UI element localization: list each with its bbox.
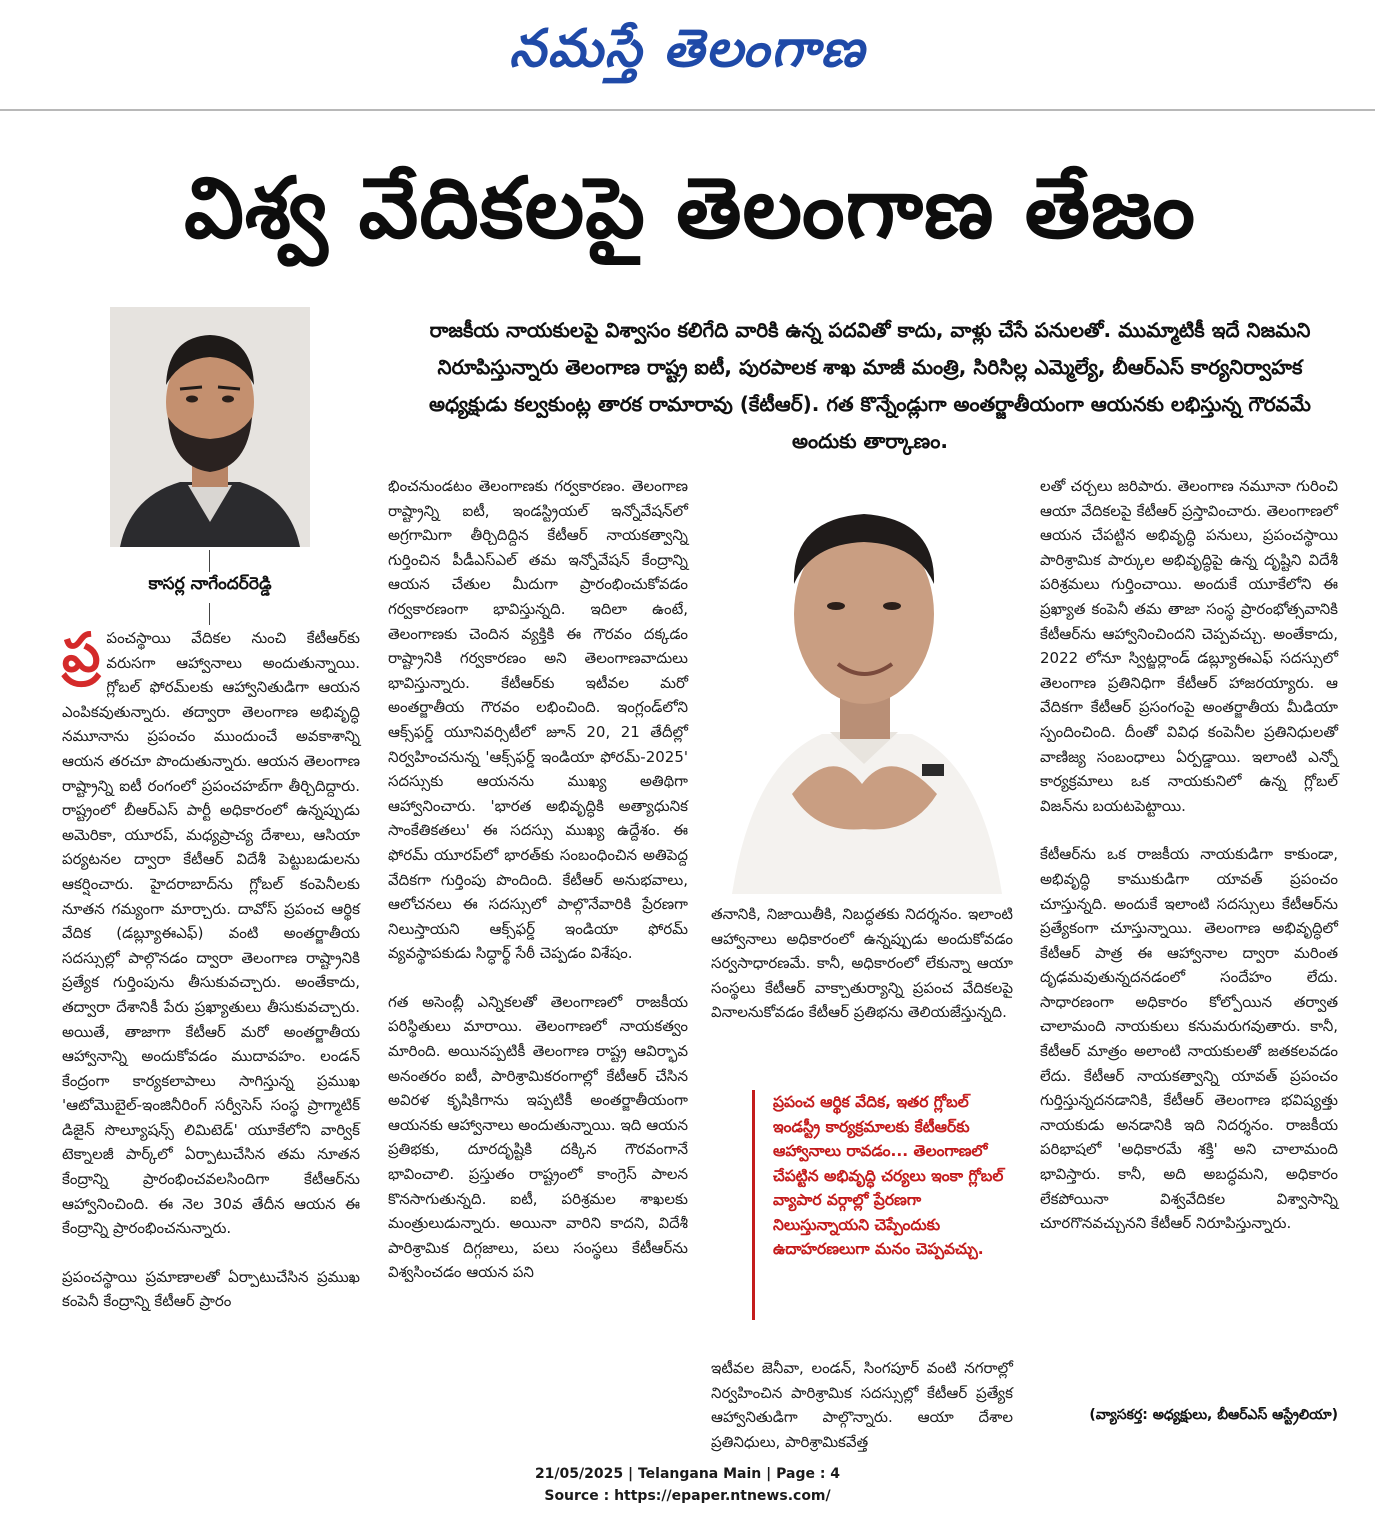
paragraph: ప్రపంచస్థాయి ప్రమాణాలతో ఏర్పాటుచేసిన ప్రముఖ కంపెనీ కేంద్రాన్ని కేటీఆర్ ప్రారం: [62, 1267, 360, 1311]
paragraph: [62, 621, 360, 1241]
article-headline: విశ్వ వేదికలపై తెలంగాణ తేజం: [184, 158, 1196, 257]
author-photo: [110, 307, 310, 547]
paragraph: కేటీఆర్‌ను ఒక రాజకీయ నాయకుడిగా కాకుండా, అభివృద్ధి కాముకుడిగా యావత్ ప్రపంచం చూస్తున్నది. అందుకే ఇలాంటి సదస్సులు కేటీఆర్‌ను ప్రత్యేకంగా చూస్తున్నాయి. తెలంగాణ అభివృద్ధిలో కేటీఆర్ పాత్ర ఈ ఆహ్వానాల ద్వారా మరింత దృఢమవుతున్నదనడంలో సందేహం లేదు. సాధారణంగా అధికారం కోల్పోయిన తర్వాత చాలామంది నాయకులు కనుమరుగవుతారు. కానీ, కేటీఆర్ మాత్రం అలాంటి నాయకులతో జతకలవడం లేదు. కేటీఆర్ నాయకత్వాన్ని యావత్ ప్రపంచం గుర్తిస్తున్నదనడానికి, కేటీఆర్ తెలంగాణ భవిష్యత్తు నాయకుడు అనడానికి ఇది నిదర్శనం. రాజకీయ పరిభాషలో 'అధికారమే శక్తి' అని చాలామంది భావిస్తారు. కానీ, అది అబద్ధమని, అధికారం లేకపోయినా విశ్వవేదికల విశ్వాసాన్ని చూరగొనవచ్చునని కేటీఆర్ నిరూపిస్తున్నారు.: [1040, 845, 1338, 1233]
paragraph-text: పంచస్థాయి వేదికల నుంచి కేటీఆర్‌కు వరుసగా ఆహ్వానాలు అందుతున్నాయి. గ్లోబల్ ఫోరమ్‌లకు ఆహ్వానితుడిగా ఆయన ఎంపికవుతున్నారు. తద్వారా తెలంగాణ అభివృద్ధి నమూనాను ప్రపంచం ముందుంచే అవకాశాన్ని ఆయన తరచూ పొందుతున్నారు. ఆయన తెలంగాణ రాష్ట్రాన్ని ఐటీ రంగంలో ప్రపంచహబ్‌గా తీర్చిదిద్దారు. రాష్ట్రంలో బీఆర్‌ఎస్ పార్టీ అధికారంలో ఉన్నప్పుడు అమెరికా, యూరప్, మధ్యప్రాచ్య దేశాలు, ఆసియా పర్యటనల ద్వారా కేటీఆర్ విదేశీ పెట్టుబడులను ఆకర్షించారు. హైదరాబాద్‌ను గ్లోబల్ కంపెనీలకు నూతన గమ్యంగా మార్చారు. దావోస్ ప్రపంచ ఆర్థిక వేదిక (డబ్ల్యూఈఎఫ్) వంటి అంతర్జాతీయ సదస్సుల్లో పాల్గొనడం ద్వారా తెలంగాణ రాష్ట్రానికి ప్రత్యేక గుర్తింపును తీసుకువచ్చారు. అంతేకాదు, తద్వారా దేశానికీ పేరు ప్రఖ్యాతులు తీసుకువచ్చారు. అయితే, తాజాగా కేటీఆర్ మరో అంతర్జాతీయ ఆహ్వానాన్ని అందుకోవడం ముదావహం. లండన్ కేంద్రంగా కార్యకలాపాలు సాగిస్తున్న ప్రముఖ 'ఆటోమొబైల్-ఇంజినీరింగ్ సర్వీసెస్ సంస్థ ప్రాగ్మాటిక్ డిజైన్ సొల్యూషన్స్ లిమిటెడ్' యూకేలోని వార్విక్ టెక్నాలజీ పార్క్‌లో ఏర్పాటుచేసిన తమ నూతన కేంద్రాన్ని ప్రారంభించవలసిందిగా కేటీఆర్‌ను ఆహ్వానించింది. ఈ నెల 30వ తేదీన ఆయన ఈ కేంద్రాన్ని ప్రారంభించనున్నారు.: [62, 629, 360, 1238]
newspaper-logo: నమస్తే తెలంగాణ: [509, 18, 866, 79]
author-signature: (వ్యాసకర్త: అధ్యక్షులు, బీఆర్‌ఎస్ ఆస్ట్రేలియా): [1089, 1407, 1338, 1423]
paragraph: లతో చర్చలు జరిపారు. తెలంగాణ నమూనా గురించి ఆయా వేదికలపై కేటీఆర్ ప్రస్తావించారు. తెలంగాణలో ఆయన చేపట్టిన అభివృద్ధి పనులు, ప్రపంచస్థాయి పారిశ్రామిక పార్కుల అభివృద్ధిపై ఉన్న దృష్టిని విదేశీ పరిశ్రమలు గుర్తించాయి. అందుకే యూకేలోని ఈ ప్రఖ్యాత కంపెనీ తమ తాజా సంస్థ ప్రారంభోత్సవానికి కేటీఆర్‌ను ఆహ్వానించిందని చెప్పవచ్చు. అంతేకాదు, 2022 లోనూ స్విట్జర్లాండ్ డబ్ల్యూఈఎఫ్ సదస్సులో తెలంగాణ ప్రతినిధిగా కేటీఆర్ హాజరయ్యారు. ఆ వేదికగా కేటీఆర్ ప్రసంగంపై అంతర్జాతీయ మీడియా స్పందించింది. దీంతో వివిధ కంపెనీల ప్రతినిధులతో వాణిజ్య సంబంధాలు ఏర్పడ్డాయి. ఇలాంటి ఎన్నో కార్యక్రమాలు ఒక నాయకునిలో ఉన్న గ్లోబల్ విజన్‌ను బయటపెట్టాయి.: [1040, 477, 1338, 815]
article-column-4: [1040, 474, 1338, 1444]
author-byline: కాసర్ల నాగేందర్‌రెడ్డి: [148, 574, 272, 594]
page-footer: [0, 1463, 1375, 1523]
article-column-2: [388, 474, 688, 1444]
article-column-1: [62, 621, 360, 1446]
article-intro: రాజకీయ నాయకులపై విశ్వాసం కలిగేది వారికి ఉన్న పదవితో కాదు, వాళ్లు చేసే పనులతో. ముమ్మాటికీ ఇదే నిజమని నిరూపిస్తున్నారు తెలంగాణ రాష్ట్ర ఐటీ, పురపాలక శాఖ మాజీ మంత్రి, సిరిసిల్ల ఎమ్మెల్యే, బీఆర్‌ఎస్ కార్యనిర్వాహక అధ్యక్షుడు కల్వకుంట్ల తారక రామారావు (కేటీఆర్). గత కొన్నేండ్లుగా అంతర్జాతీయంగా ఆయనకు లభిస్తున్న గౌరవమే అందుకు తార్కాణం.: [429, 318, 1311, 453]
ktr-photo: [712, 464, 1015, 894]
masthead: [0, 0, 1375, 110]
article-column-3: [711, 902, 1013, 1062]
paragraph: ఇటీవల జెనీవా, లండన్, సింగపూర్ వంటి నగరాల్లో నిర్వహించిన పారిశ్రామిక సదస్సుల్లో కేటీఆర్ ప్రత్యేక ఆహ్వానితుడిగా పాల్గొన్నారు. ఆయా దేశాల ప్రతినిధులు, పారిశ్రామికవేత్త: [711, 1359, 1013, 1451]
article-column-3-continued: [711, 1356, 1013, 1451]
footer-date-page: 21/05/2025 | Telangana Main | Page : 4: [534, 1466, 841, 1482]
masthead-divider: [0, 109, 1375, 111]
byline-divider-bottom: [209, 603, 210, 625]
paragraph: గత అసెంబ్లీ ఎన్నికలతో తెలంగాణలో రాజకీయ పరిస్థితులు మారాయి. తెలంగాణలో నాయకత్వం మారింది. అయినప్పటికీ తెలంగాణ రాష్ట్ర ఆవిర్భావ అనంతరం ఐటీ, పారిశ్రామికరంగాల్లో కేటీఆర్ చేసిన అవిరళ కృషికిగాను ఇప్పటికీ అంతర్జాతీయంగా ఆయనకు ఆహ్వానాలు అందుతున్నాయి. ఇది ఆయన ప్రతిభకు, దూరదృష్టికి దక్కిన గౌరవంగానే భావించాలి. ప్రస్తుతం రాష్ట్రంలో కాంగ్రెస్ పాలన కొనసాగుతున్నది. ఐటీ, పరిశ్రమల శాఖలకు మంత్రులుడున్నారు. అయినా వారిని కాదని, విదేశీ పారిశ్రామిక దిగ్గజాలు, పలు సంస్థలు కేటీఆర్‌ను విశ్వసించడం ఆయన పని: [388, 992, 688, 1282]
drop-cap: ప్ర: [62, 621, 101, 684]
pull-quote: ప్రపంచ ఆర్థిక వేదిక, ఇతర గ్లోబల్ ఇండస్ట్రీ కార్యక్రమాలకు కేటీఆర్‌కు ఆహ్వానాలు రావడం... తెలంగాణలో చేపట్టిన అభివృద్ధి చర్యలు ఇంకా గ్లోబల్ వ్యాపార వర్గాల్లో ప్రేరణగా నిలుస్తున్నాయని చెప్పేందుకు ఉదాహరణలుగా మనం చెప్పవచ్చు.: [752, 1090, 1012, 1320]
paragraph: భించనుండటం తెలంగాణకు గర్వకారణం. తెలంగాణ రాష్ట్రాన్ని ఐటీ, ఇండస్ట్రియల్ ఇన్నోవేషన్‌లో అగ్రగామిగా తీర్చిదిద్దిన కేటీఆర్ నాయకత్వాన్ని గుర్తించిన పీడీఎస్ఎల్ తమ ఇన్నోవేషన్ కేంద్రాన్ని ఆయన చేతుల మీదుగా ప్రారంభించుకోవడం గర్వకారణంగా భావిస్తున్నది. ఇదిలా ఉంటే, తెలంగాణకు చెందిన వ్యక్తికి ఈ గౌరవం దక్కడం రాష్ట్రానికి గర్వకారణం అని తెలంగాణవాదులు భావిస్తున్నారు. కేటీఆర్‌కు ఇటీవల మరో అంతర్జాతీయ గౌరవం లభించింది. ఇంగ్లండ్‌లోని ఆక్స్‌ఫర్డ్ యూనివర్సిటీలో జూన్ 20, 21 తేదీల్లో నిర్వహించనున్న 'ఆక్స్‌ఫర్డ్ ఇండియా ఫోరమ్-2025' సదస్సుకు ఆయనను ముఖ్య అతిథిగా ఆహ్వానించారు. 'భారత అభివృద్ధికి అత్యాధునిక సాంకేతికతలు' ఈ సదస్సు ముఖ్య ఉద్దేశం. ఈ ఫోరమ్ యూరప్‌లో భారత్‌కు సంబంధించిన అతిపెద్ద వేదికగా గుర్తింపు పొందింది. కేటీఆర్ అనుభవాలు, ఆలోచనలు ఈ సదస్సులో పాల్గొనేవారికి ప్రేరణగా నిలుస్తాయని ఆక్స్‌ఫర్డ్ ఇండియా ఫోరమ్ వ్యవస్థాపకుడు సిద్ధార్థ్ సేఠీ చెప్పడం విశేషం.: [388, 477, 688, 963]
paragraph: తనానికి, నిజాయితీకి, నిబద్ధతకు నిదర్శనం. ఇలాంటి ఆహ్వానాలు అధికారంలో ఉన్నప్పుడు అందుకోవడం సర్వసాధారణమే. కానీ, అధికారంలో లేకున్నా ఆయా సంస్థలు కేటీఆర్ వాక్చాతుర్యాన్ని ప్రపంచ వేదికలపై వినాలనుకోవడం కేటీఆర్ ప్రతిభను తెలియజేస్తున్నది.: [711, 905, 1013, 1022]
footer-source: Source : https://epaper.ntnews.com/: [544, 1488, 831, 1504]
byline-divider-top: [209, 550, 210, 572]
